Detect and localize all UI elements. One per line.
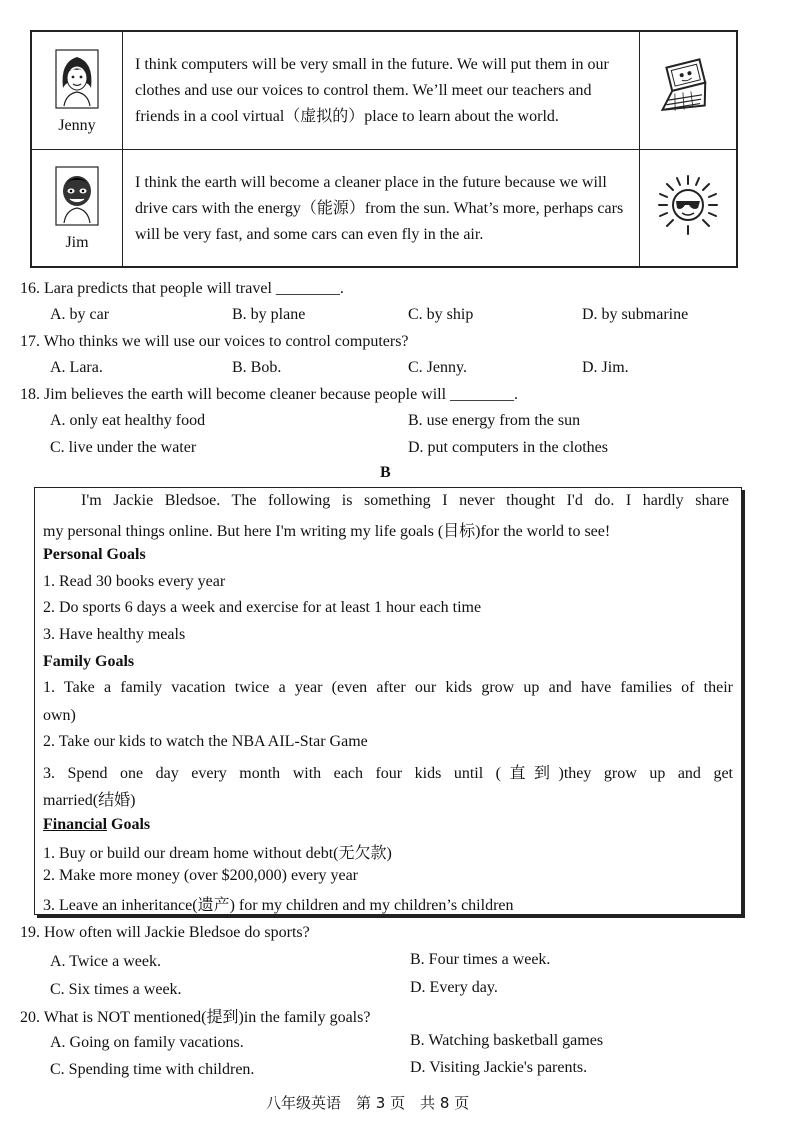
financial-goals-heading xyxy=(43,816,150,834)
option-a[interactable]: A. Going on family vacations. xyxy=(50,1034,244,1051)
goal-item: own) xyxy=(43,707,76,724)
prediction-text: I think computers will be very small in the future. We will put them in our clothes and use our voices to control them. We’ll meet our teachers and friends in a cool virtual（虚拟的）place to learn about the world. xyxy=(123,31,640,149)
picture-cell xyxy=(640,31,738,149)
question-19: 19. How often will Jackie Bledsoe do sports? xyxy=(20,924,310,941)
option-d[interactable]: D. Jim. xyxy=(582,359,629,376)
passage-intro: my personal things online. But here I'm writing my life goals (目标)for the world to see! xyxy=(43,523,611,540)
option-c[interactable]: C. live under the water xyxy=(50,439,197,456)
option-a[interactable]: A. only eat healthy food xyxy=(50,412,206,429)
prediction-text: I think the earth will become a cleaner place in the future because we will drive cars with the energy（能源）from the sun. What’s more, perhaps cars will be very fast, and some cars can even fly in the air. xyxy=(123,149,640,267)
boy-avatar-icon xyxy=(54,165,100,227)
goal-item: 3. Spend one day every month with each four kids until (直到)they grow up and get xyxy=(43,765,733,782)
avatar-cell xyxy=(31,149,123,267)
girl-avatar-icon xyxy=(54,48,100,110)
sun-with-sunglasses-icon xyxy=(654,172,722,238)
picture-cell xyxy=(640,149,738,267)
goal-item: 3. Have healthy meals xyxy=(43,626,186,643)
goals-word: Goals xyxy=(107,816,151,833)
table-row-jenny xyxy=(31,31,737,149)
section-b-heading: B xyxy=(380,464,391,481)
option-c[interactable]: C. Spending time with children. xyxy=(50,1061,255,1078)
option-b[interactable]: B. Bob. xyxy=(232,359,282,376)
option-d[interactable]: D. put computers in the clothes xyxy=(408,439,608,456)
option-c[interactable]: C. by ship xyxy=(408,306,474,323)
passage-box xyxy=(34,487,742,915)
option-d[interactable]: D. Every day. xyxy=(410,979,498,996)
goal-item: 1. Take a family vacation twice a year (even after our kids grow up and have families of their xyxy=(43,679,733,696)
option-a[interactable]: A. by car xyxy=(50,306,110,323)
goal-item: 1. Buy or build our dream home without debt(无欠款) xyxy=(43,845,392,862)
option-a[interactable]: A. Lara. xyxy=(50,359,103,376)
goal-item: 3. Leave an inheritance(遗产) for my children and my children’s children xyxy=(43,897,514,914)
goal-item: married(结婚) xyxy=(43,792,136,809)
option-d[interactable]: D. Visiting Jackie's parents. xyxy=(410,1059,588,1076)
laptop-icon xyxy=(654,57,722,119)
avatar-cell xyxy=(31,31,123,149)
option-b[interactable]: B. use energy from the sun xyxy=(408,412,581,429)
goal-item: 1. Read 30 books every year xyxy=(43,573,226,590)
option-d[interactable]: D. by submarine xyxy=(582,306,689,323)
goal-item: 2. Take our kids to watch the NBA AIL-Star Game xyxy=(43,733,368,750)
question-16: 16. Lara predicts that people will travel ________. xyxy=(20,280,344,297)
option-c[interactable]: C. Jenny. xyxy=(408,359,467,376)
question-17: 17. Who thinks we will use our voices to control computers? xyxy=(20,333,409,350)
predictions-table xyxy=(30,30,738,268)
page-footer: 八年级英语 第 3 页 共 8 页 xyxy=(266,1094,470,1112)
person-name: Jim xyxy=(65,234,89,252)
option-b[interactable]: B. Watching basketball games xyxy=(410,1032,604,1049)
family-goals-heading: Family Goals xyxy=(43,653,135,670)
goal-item: 2. Make more money (over $200,000) every year xyxy=(43,867,358,884)
question-20: 20. What is NOT mentioned(提到)in the family goals? xyxy=(20,1009,371,1026)
question-18: 18. Jim believes the earth will become cleaner because people will ________. xyxy=(20,386,519,403)
option-b[interactable]: B. Four times a week. xyxy=(410,951,551,968)
passage-intro: I'm Jackie Bledsoe. The following is something I never thought I'd do. I hardly share xyxy=(81,492,729,509)
financial-word: Financial xyxy=(43,816,108,833)
person-name: Jenny xyxy=(58,116,96,134)
goal-item: 2. Do sports 6 days a week and exercise for at least 1 hour each time xyxy=(43,599,482,616)
personal-goals-heading: Personal Goals xyxy=(43,546,146,563)
table-row-jim xyxy=(31,149,737,267)
option-a[interactable]: A. Twice a week. xyxy=(50,953,161,970)
option-b[interactable]: B. by plane xyxy=(232,306,306,323)
option-c[interactable]: C. Six times a week. xyxy=(50,981,182,998)
